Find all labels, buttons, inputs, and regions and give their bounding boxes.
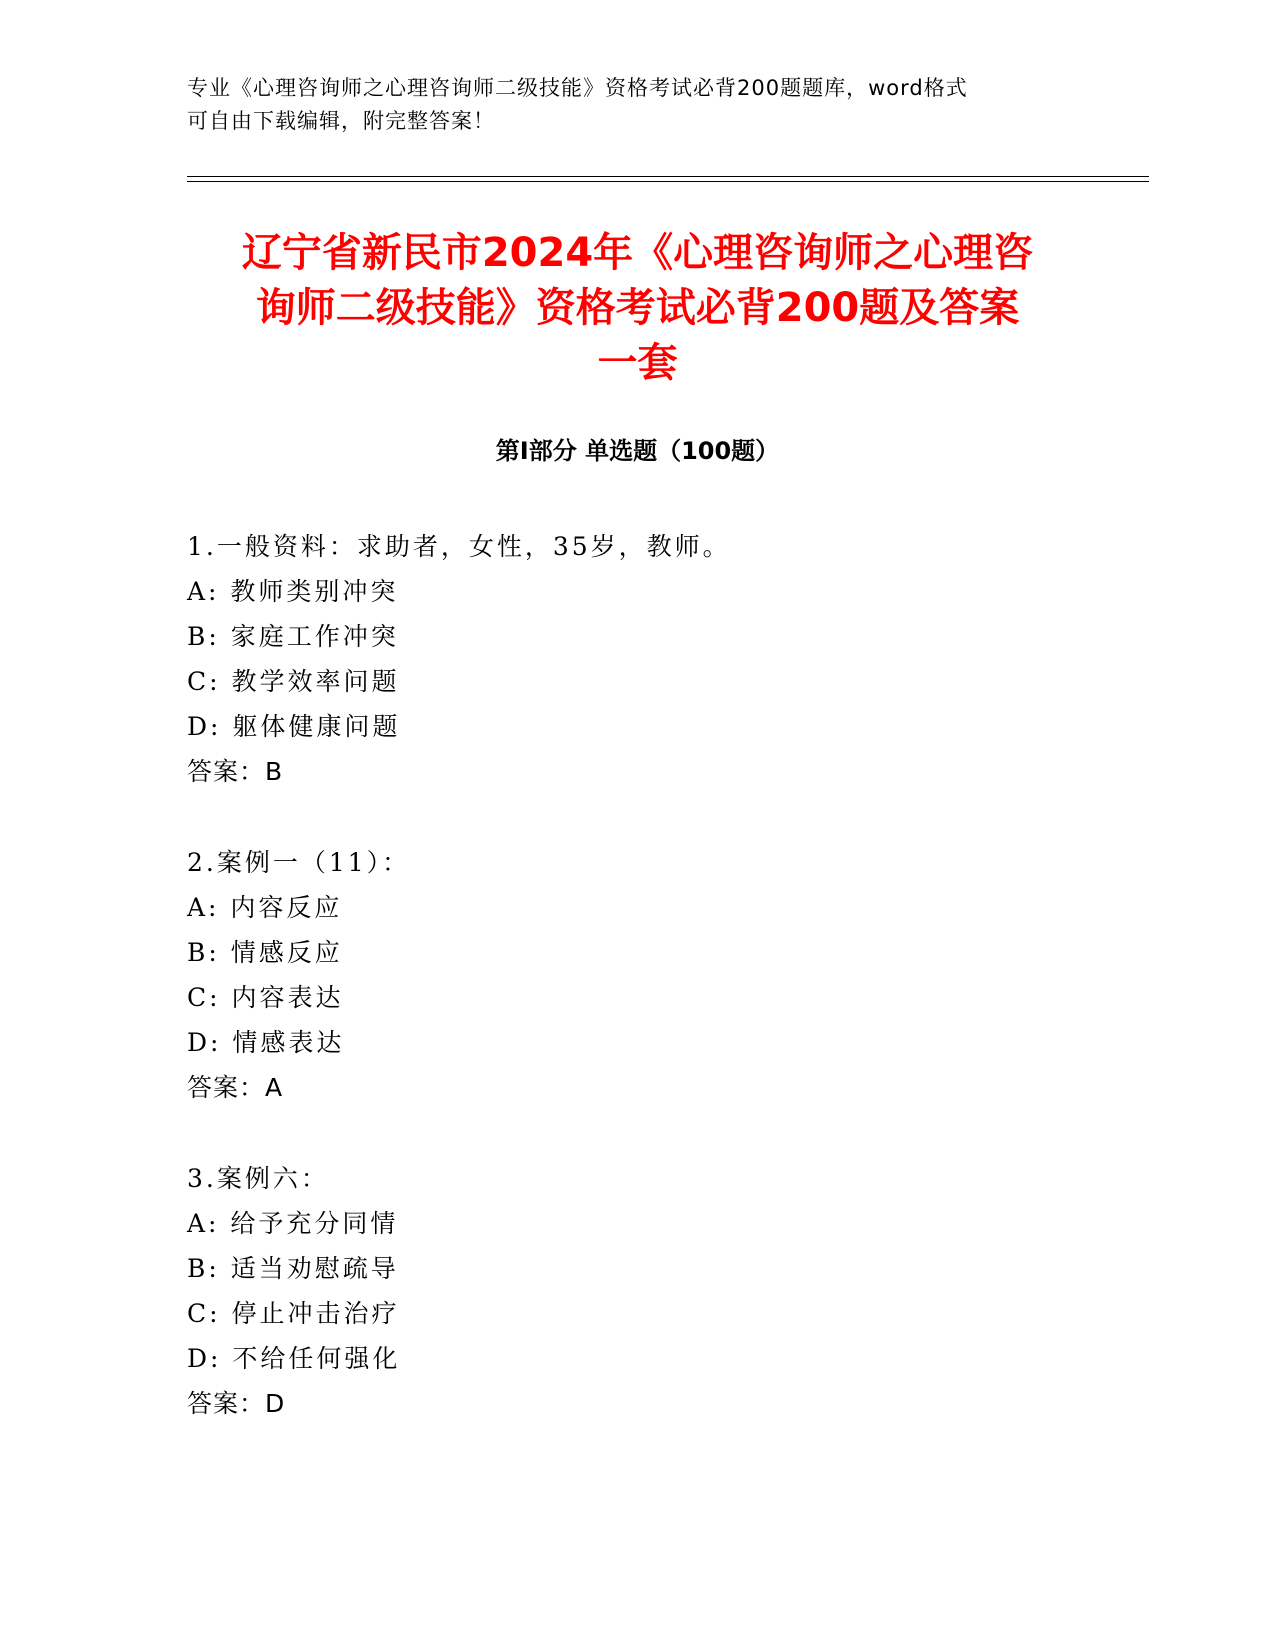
option-a: A: 教师类别冲突 — [187, 577, 399, 606]
option-c: C: 内容表达 — [187, 983, 344, 1012]
header-note — [187, 72, 1067, 138]
option-a: A: 给予充分同情 — [187, 1209, 399, 1238]
question-3 — [187, 1156, 1087, 1426]
option-d: D: 情感表达 — [187, 1028, 345, 1057]
question-1 — [187, 524, 1087, 794]
header-rule-top — [187, 176, 1149, 177]
option-b: B: 适当劝慰疏导 — [187, 1254, 399, 1283]
option-b: B: 情感反应 — [187, 938, 343, 967]
option-a: A: 内容反应 — [187, 893, 343, 922]
document-title — [170, 226, 1105, 391]
answer: 答案：A — [187, 1073, 284, 1102]
option-c: C: 停止冲击治疗 — [187, 1299, 400, 1328]
answer: 答案：B — [187, 757, 284, 786]
document-title-line-3: 一套 — [597, 340, 678, 386]
header-note-line-1: 专业《心理咨询师之心理咨询师二级技能》资格考试必背200题题库，word格式 — [187, 76, 968, 100]
question-list — [187, 524, 1087, 1472]
option-d: D: 不给任何强化 — [187, 1344, 401, 1373]
option-c: C: 教学效率问题 — [187, 667, 400, 696]
header-note-line-2: 可自由下载编辑，附完整答案！ — [187, 109, 495, 133]
document-title-line-1: 辽宁省新民市2024年《心理咨询师之心理咨 — [241, 230, 1034, 276]
header-rule-bottom — [187, 181, 1149, 182]
document-title-line-2: 询师二级技能》资格考试必背200题及答案 — [255, 285, 1020, 331]
question-stem: 1.一般资料：求助者，女性，35岁，教师。 — [187, 532, 731, 561]
answer: 答案：D — [187, 1389, 286, 1418]
question-stem: 2.案例一（11）： — [187, 848, 411, 877]
question-stem: 3.案例六： — [187, 1164, 329, 1193]
option-b: B: 家庭工作冲突 — [187, 622, 399, 651]
option-d: D: 躯体健康问题 — [187, 712, 401, 741]
question-2 — [187, 840, 1087, 1110]
section-title: 第I部分 单选题（100题） — [495, 437, 780, 465]
